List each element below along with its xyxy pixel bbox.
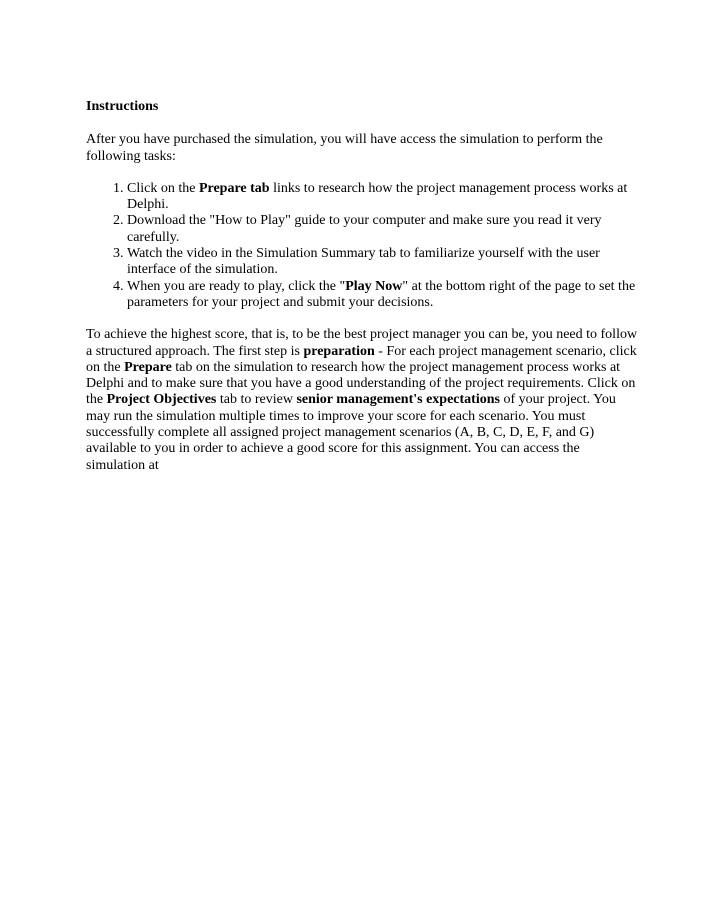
task-3-text: Watch the video in the Simulation Summary tab to familiarize yourself with the user interface of the simulation. [127,246,600,278]
body-bold-project-objectives: Project Objectives [106,392,217,408]
task-4-bold: Play Now [345,278,403,294]
document-page [86,99,638,474]
task-item-play [127,279,638,312]
body-text-4: tab to review [216,392,297,408]
instructions-heading: Instructions [86,99,159,114]
intro-paragraph: After you have purchased the simulation, you will have access the simulation to perform the following tasks: [86,132,603,164]
body-bold-expectations: senior management's expectations [296,392,500,408]
body-text-5: of your project. You may run the simulation multiple times to improve your score for each scenario. You must successfully complete all assigned project management scenarios (A, B, C, D, E, F, and G) available to you in order to achieve a good score for this assignment. You can access the simulation at [86,392,616,473]
body-bold-preparation: preparation [303,343,375,359]
task-4-post: " at the bottom right of the page to set the parameters for your project and submit your decisions. [127,278,636,310]
task-list [86,181,638,311]
task-item-video [127,246,638,279]
body-text-1: To achieve the highest score, that is, to be the best project manager you can be, you need to follow a structured approach. The first step is [86,327,638,359]
task-2-text: Download the "How to Play" guide to your computer and make sure you read it very carefully. [127,213,602,245]
task-1-post: links to research how the project management process works at Delphi. [127,180,628,213]
task-item-prepare [127,181,638,214]
task-1-pre: Click on the [127,180,199,196]
task-item-download [127,213,638,246]
body-text-3: tab on the simulation to research how the project management process works at Delphi and to make sure that you have a good understanding of the project requirements. Click on the [86,359,636,408]
task-1-bold: Prepare tab [198,180,270,196]
body-text-2: - For each project management scenario, click on the [86,343,637,375]
body-paragraph [86,327,638,474]
body-bold-prepare: Prepare [124,359,172,375]
task-4-pre: When you are ready to play, click the " [127,278,346,294]
